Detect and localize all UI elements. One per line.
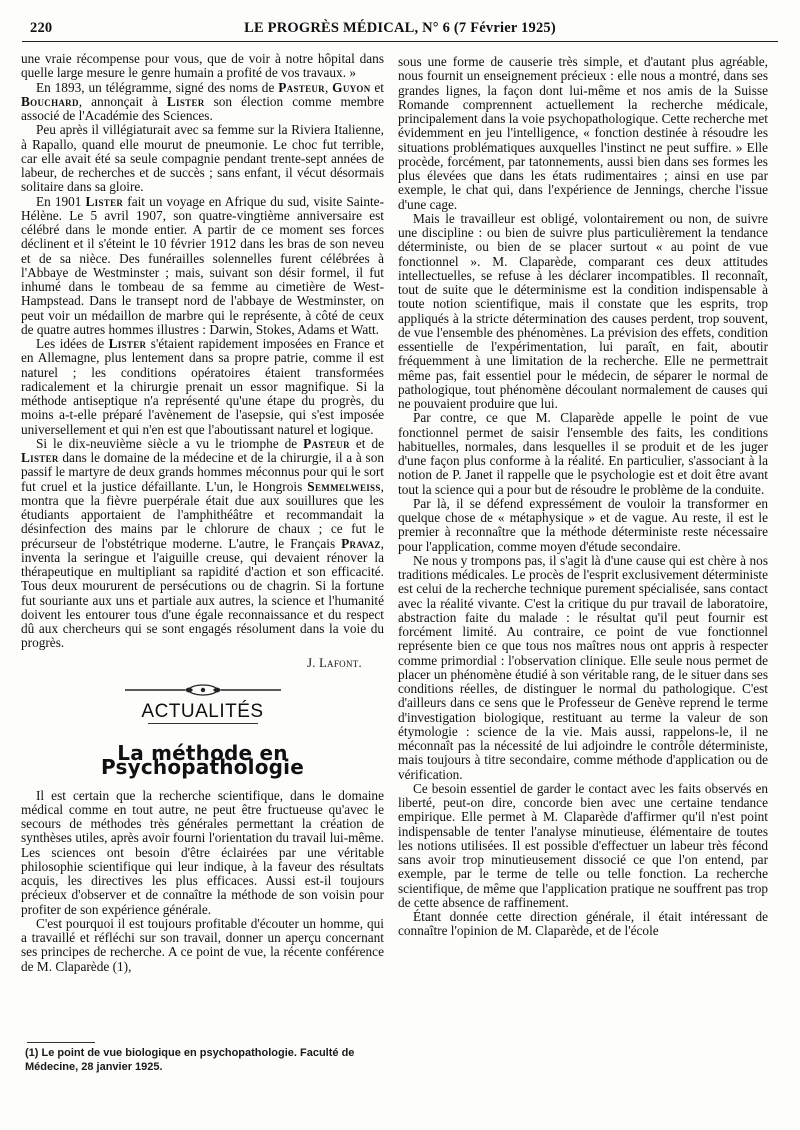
paragraph: [398, 55, 768, 212]
text-run: ,: [324, 79, 333, 95]
proper-name: Semmelweiss: [307, 478, 381, 494]
paragraph: [21, 123, 384, 194]
text-run: En 1901: [36, 193, 86, 209]
text-run: fait un voyage en Afrique du sud, visite Sainte-Hélène. Le 5 avril 1907, son quatre-vingtième anniversaire est célébré dans le monde entier. A partir de ce moment ses forces déclinent et il s'éteint le 10 février 1912 dans les bras de son neveu et de sa nièce. Des funérailles solennelles furent célébrées à l'Abbaye de Westminster ; mais, suivant son désir formel, il fut inhumé dans le tombeau de sa femme au cimetière de West-Hampstead. Dans le transept nord de l'abbaye de Westminster, on peut voir un médaillon de marbre qui le représente, à côté de ceux de quatre autres hommes illustres : Darwin, Stokes, Adams et Watt.: [21, 193, 385, 337]
paragraph: [21, 52, 384, 81]
proper-name: Pravaz: [341, 535, 381, 551]
text-run: dans le domaine de la médecine et de la chirurgie, il a à son passif le martyre de deux grands hommes méconnus pour qui le sort fut cruel et la justice défaillante. L'un, le Hongrois: [21, 450, 384, 494]
paragraph: [21, 437, 384, 651]
proper-name: Lister: [21, 450, 59, 465]
paragraph: [398, 411, 768, 497]
right-column: [398, 55, 768, 939]
paragraph: [398, 782, 768, 910]
section-heading: ACTUALITÉS: [141, 700, 264, 722]
article-body: [21, 789, 384, 974]
paragraph: [398, 212, 768, 412]
proper-name: Lister: [166, 93, 205, 109]
left-column: [21, 52, 384, 974]
proper-name: Guyon: [332, 79, 371, 95]
paragraph: [21, 195, 384, 338]
paragraph: [398, 554, 768, 782]
left-column-body: [21, 52, 384, 651]
text-run: une vraie récompense pour vous, que de voir à notre hôpital dans quelle large mesure le genre humain a profité de vos travaux. »: [21, 51, 384, 81]
proper-name: Pasteur: [278, 79, 325, 95]
text-run: , montra que la fièvre puerpérale était due aux souillures que les étudiants apportaient de l'amphithéâtre et recommandait la désinfection des mains par le chlorure de chaux ; ce fut le précurseur de l'obstétrique moderne. L'autre, le Français: [21, 478, 384, 551]
text-run: s'étaient rapidement imposées en France et en Allemagne, plus lentement dans sa propre patrie, comme il est naturel ; les conditions opératoires étaient transformées radicalement et la chirurgie prenait un essor magnifique. Si la méthode antiseptique n'a représenté qu'une étape du progrès, du moins a-t-elle préparé l'avènement de l'asepsie, qui s'est imposée universellement et qui n'en est que l'aboutissant naturel et logique.: [21, 336, 384, 437]
text-run: Par là, il se défend expressément de vouloir la transformer en quelque chose de « métaphysique » et de vague. Au reste, il est le premier à reconnaître que la méthode déterministe reste nécessaire pour l'application, comme moyen d'étude secondaire.: [398, 495, 768, 554]
paragraph: [21, 789, 384, 917]
text-run: Peu après il villégiaturait avec sa femme sur la Riviera Italienne, à Rapallo, quand elle mourut de pneumonie. Le choc fut terrible, car elle avait été sa seule compagnie pendant trente-sept années de labeur, de recherches et de succès ; sans enfant, il vécut désormais solitaire dans sa gloire.: [21, 122, 384, 195]
text-run: et: [370, 79, 384, 95]
paragraph: [21, 81, 384, 124]
text-run: Les idées de: [36, 336, 109, 351]
text-run: Mais le travailleur est obligé, volontairement ou non, de suivre une discipline : ou bien de suivre plus particulièrement la tendance déterministe, ou bien de se placer surtout « au point de vue fonctionnel ». M. Claparède, comparant ces deux attitudes intellectuelles, se refuse à les déclarer incompatibles. Il reconnaît, tout de suite que le déterminisme est la condition indispensable à toute notion scientifique, mais il constate que les esprits, trop appliqués à la stricte détermination des causes perdent, trop souvent, de vue l'ensemble des phénomènes. La prévision des effets, condition essentielle de l'expérimentation, lui paraît, en fait, aboutir fréquemment à une limitation de la recherche. Elle ne permettrait même pas, fait essentiel pour le médecin, de séparer le normal de pathologique, tout phénomène découlant normalement de causes qui ne pouvaient produire que lui.: [398, 210, 768, 411]
page-number: 220: [30, 20, 53, 36]
text-run: Étant donnée cette direction générale, il était intéressant de connaître l'opinion de M. Claparède, et de l'école: [398, 909, 768, 939]
text-run: et de: [349, 435, 384, 451]
text-run: , annonçait à: [78, 93, 167, 109]
paragraph: [21, 337, 384, 437]
text-run: son élection comme membre associé de l'Académie des Sciences.: [21, 93, 385, 123]
page-header: [22, 15, 778, 42]
journal-title: LE PROGRÈS MÉDICAL, N° 6 (7 Février 1925): [244, 20, 556, 36]
text-run: Par contre, ce que M. Claparède appelle le point de vue fonctionnel permet de saisir l'ensemble des faits, les conditions habituelles, normales, dans lesquelles il se produit et de les juger d'une façon plus conforme à la réalité. En particulier, s'associant à la notion de P. Janet il rappelle que le psychologie est et doit être avant tout la science qui a pour but de résoudre le problème de la conduite.: [398, 410, 768, 497]
text-run: En 1893, un télégramme, signé des noms de: [36, 79, 279, 95]
paragraph: [398, 910, 768, 939]
proper-name: Lister: [85, 193, 124, 209]
ornament-divider: [21, 682, 384, 702]
text-run: Ce besoin essentiel de garder le contact avec les faits observés en liberté, peut-on dire, concorde bien avec une certaine tendance empirique. Elle permet à M. Claparède d'affirmer qu'il n'est point indispensable de tenter l'analyse minutieuse, élémentaire de toutes les notions utilisées. Il est possible d'effectuer un labeur très fécond sans avoir trop minutieusement dissocié ce que l'on entend, par exemple, par le terme de telle ou telle fonction. La recherche scientifique, de même que l'application pratique ne souffrent pas trop de cette absence de raffinement.: [398, 780, 768, 910]
text-run: Il est certain que la recherche scientifique, dans le domaine médical comme en tout autre, ne peut être fructueuse qu'avec le secours de méthodes très générales permettant la création de synthèses utiles, après avoir fourni l'orientation du travail lui-même. Les sciences ont besoin d'être éclairées par une véritable philosophie scientifique qui leur indique, à la faveur des résultats acquis, les directives les plus efficaces. Aussi est-il toujours précieux d'observer et de connaître la méthode de son voisin pour profiter de son expérience générale.: [21, 787, 384, 917]
text-run: , inventa la seringue et l'aiguille creuse, qui devaient rénover la thérapeutique en multipliant sa rapidité d'action et son efficacité. Tous deux moururent de persécutions ou de chagrin. Si la fortune fut souriante aux uns et partiale aux autres, la science et l'humanité doivent les entourer tous d'une égale reconnaissance et du respect dû aux chercheurs qui se sont engagés résolument dans la voie du progrès.: [21, 535, 384, 651]
right-column-body: [398, 55, 768, 939]
proper-name: Pasteur: [303, 435, 350, 451]
section-rule: [148, 723, 258, 724]
flourish-icon: [123, 682, 283, 698]
text-run: Ne nous y trompons pas, il s'agit là d'une cause qui est chère à nos traditions médicales. Le procès de l'esprit exclusivement déterministe est celui de la recherche technique purement spécialisée, sans contact avec la réalité vivante. C'est la critique du pur travail de laboratoire, abstraction faite du malade : le résultat qu'il peut fournir est forcément limité. Au contraire, ce point de vue fonctionnel représente bien ce que tous nos maîtres nous ont appris à respecter comme primordial : l'observation clinique. Elle seule nous permet de placer un phénomène étudié à son véritable rang, de le situer dans ses conditions réelles, de distinguer le normal du pathologique. C'est d'ailleurs dans ce sens que le Professeur de Genève reprend le terme d'investigation biologique, restituant au terme la valeur de son étymologie : science de la vie. Mais aussi, rappelons-le, il ne méconnaît pas la nécessité de lui adjoindre le contrôle déterministe, mais toujours à titre secondaire, comme méthode d'application ou de vérification.: [398, 552, 768, 782]
text-run: C'est pourquoi il est toujours profitable d'écouter un homme, qui a travaillé et réfléchi sur son travail, donner un aperçu concernant ses principes de recherche. A ce point de vue, la récente conférence de M. Claparède (1),: [21, 915, 384, 974]
proper-name: Lister: [108, 336, 147, 351]
proper-name: Bouchard: [21, 93, 79, 109]
paragraph: [21, 917, 384, 974]
text-run: Si le dix-neuvième siècle a vu le triomphe de: [36, 435, 304, 451]
footnote-rule: [27, 1042, 95, 1043]
text-run: sous une forme de causerie très simple, et d'autant plus agréable, nous fournit un enseignement précieux : elle nous a montré, dans ses grandes lignes, la façon dont lui-même et nos amis de la Suisse Romande comprennent actuellement la recherche médicale, principalement dans la voie psychopathologique. Cette recherche met évidemment en jeu l'intelligence, « fonction destinée à résoudre les situations problématiques auxquelles l'instinct ne peut suffire. » Elle procède, forcément, par tatonnements, aussi bien dans ses formes les plus élevées que dans les états rudimentaires ; ainsi en use par exemple, le chat qui, dans l'expérience de Jennings, cherche l'issue d'une cage.: [398, 54, 768, 212]
paragraph: [398, 497, 768, 554]
footnote: (1) Le point de vue biologique en psychopathologie. Faculté de Médecine, 28 janvier 1925.: [25, 1047, 355, 1073]
article-title: La méthode en Psychopathologie: [101, 741, 304, 780]
author-signature: J. Lafont.: [307, 655, 362, 670]
